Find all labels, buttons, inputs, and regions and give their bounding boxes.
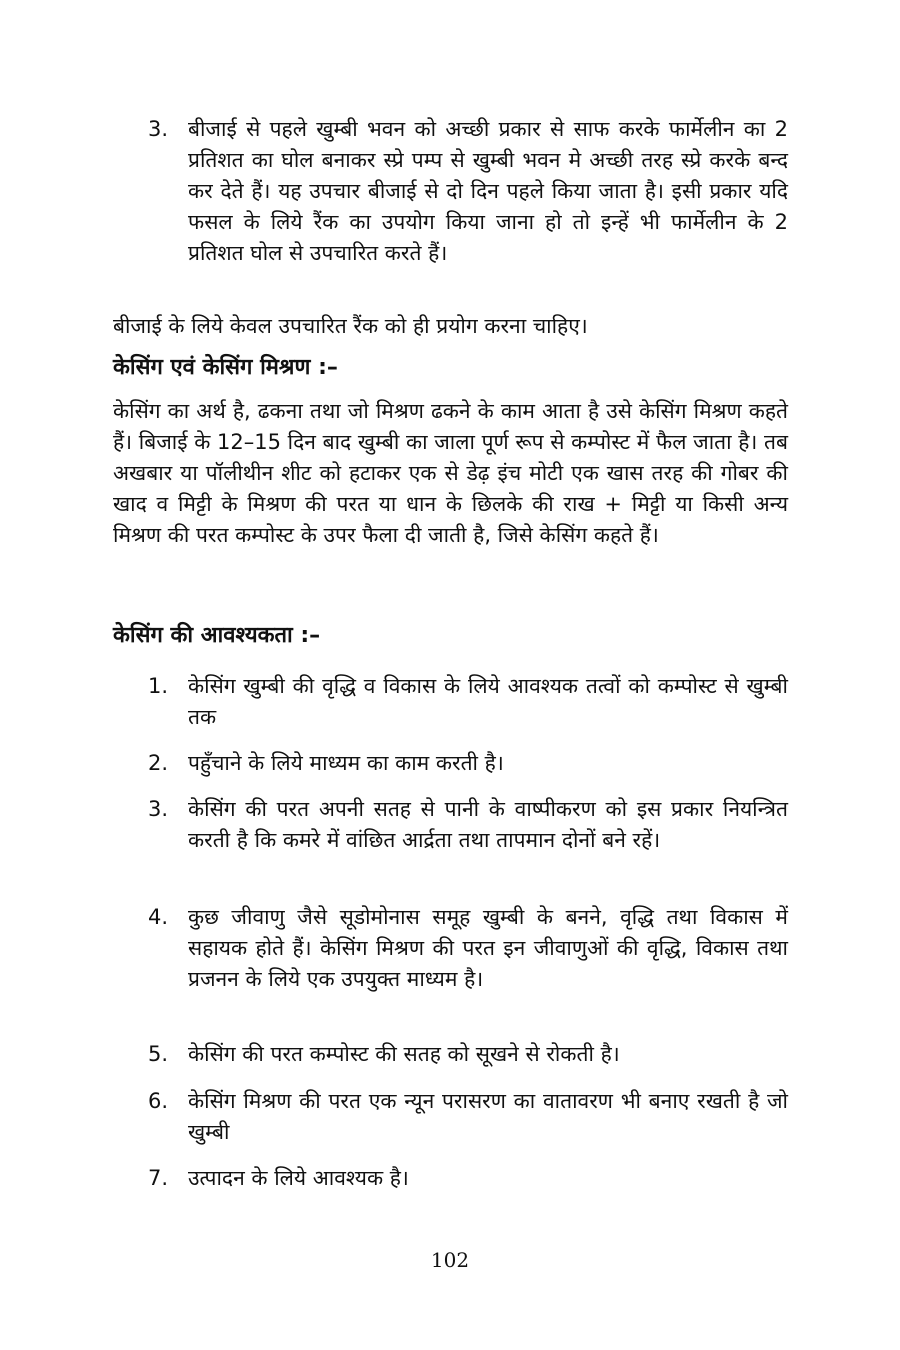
list-item xyxy=(148,794,788,856)
list-item-number: 6. xyxy=(148,1089,169,1113)
list-item xyxy=(148,902,788,995)
section-heading-casing-mixture: केसिंग एवं केसिंग मिश्रण :– xyxy=(113,355,338,380)
list-item xyxy=(148,671,788,733)
list-item xyxy=(148,114,788,269)
list-item-text: बीजाई से पहले खुम्बी भवन को अच्छी प्रकार से साफ करके फार्मेलीन का 2 प्रतिशत का घोल बनाकर स्प्रे पम्प से खुम्बी भवन मे अच्छी तरह स्प्रे करके बन्द कर देते हैं। यह उपचार बीजाई से दो दिन पहले किया जाता है। इसी प्रकार यदि फसल के लिये रैंक का उपयोग किया जाना हो तो इन्हें भी फार्मेलीन के 2 प्रतिशत घोल से उपचारित करते हैं। xyxy=(188,117,788,265)
list-item-number: 3. xyxy=(148,797,169,821)
section-paragraph-casing: केसिंग का अर्थ है, ढकना तथा जो मिश्रण ढकने के काम आता है उसे केसिंग मिश्रण कहते हैं। बिजाई के 12–15 दिन बाद खुम्बी का जाला पूर्ण रूप से कम्पोस्ट में फैल जाता है। तब अखबार या पॉलीथीन शीट को हटाकर एक से डेढ़ इंच मोटी एक खास तरह की गोबर की खाद व मिट्टी के मिश्रण की परत या धान के छिलके की राख + मिट्टी या किसी अन्य मिश्रण की परत कम्पोस्ट के उपर फैला दी जाती है, जिसे केसिंग कहते हैं। xyxy=(113,399,788,547)
list-item-text: केसिंग मिश्रण की परत एक न्यून परासरण का वातावरण भी बनाए रखती है जो खुम्बी xyxy=(188,1089,788,1144)
list-item xyxy=(148,1163,788,1194)
list-item-text: कुछ जीवाणु जैसे सूडोमोनास समूह खुम्बी के बनने, वृद्धि तथा विकास में सहायक होते हैं। केसिंग मिश्रण की परत इन जीवाणुओं की वृद्धि, विकास तथा प्रजनन के लिये एक उपयुक्त माध्यम है। xyxy=(188,905,788,991)
list-item-number: 3. xyxy=(148,117,169,141)
list-item-text: केसिंग खुम्बी की वृद्धि व विकास के लिये आवश्यक तत्वों को कम्पोस्ट से खुम्बी तक xyxy=(188,674,788,729)
list-item-number: 4. xyxy=(148,905,169,929)
list-item-text: पहुँचाने के लिये माध्यम का काम करती है। xyxy=(188,751,504,775)
list-item xyxy=(148,1086,788,1148)
list-item-number: 5. xyxy=(148,1042,169,1066)
list-item-number: 2. xyxy=(148,751,169,775)
page-number: 102 xyxy=(430,1248,470,1272)
section-heading-casing-need: केसिंग की आवश्यकता :– xyxy=(113,623,321,648)
list-item-text: उत्पादन के लिये आवश्यक है। xyxy=(188,1166,409,1190)
list-item-text: केसिंग की परत अपनी सतह से पानी के वाष्पीकरण को इस प्रकार नियन्त्रित करती है कि कमरे में वांछित आर्द्रता तथा तापमान दोनों बने रहें। xyxy=(188,797,788,852)
list-item-number: 7. xyxy=(148,1166,169,1190)
list-item xyxy=(148,1039,788,1070)
list-item xyxy=(148,748,788,779)
list-item-number: 1. xyxy=(148,674,169,698)
list-item-text: केसिंग की परत कम्पोस्ट की सतह को सूखने से रोकती है। xyxy=(188,1042,620,1066)
note-paragraph: बीजाई के लिये केवल उपचारित रैंक को ही प्रयोग करना चाहिए। xyxy=(113,314,588,338)
